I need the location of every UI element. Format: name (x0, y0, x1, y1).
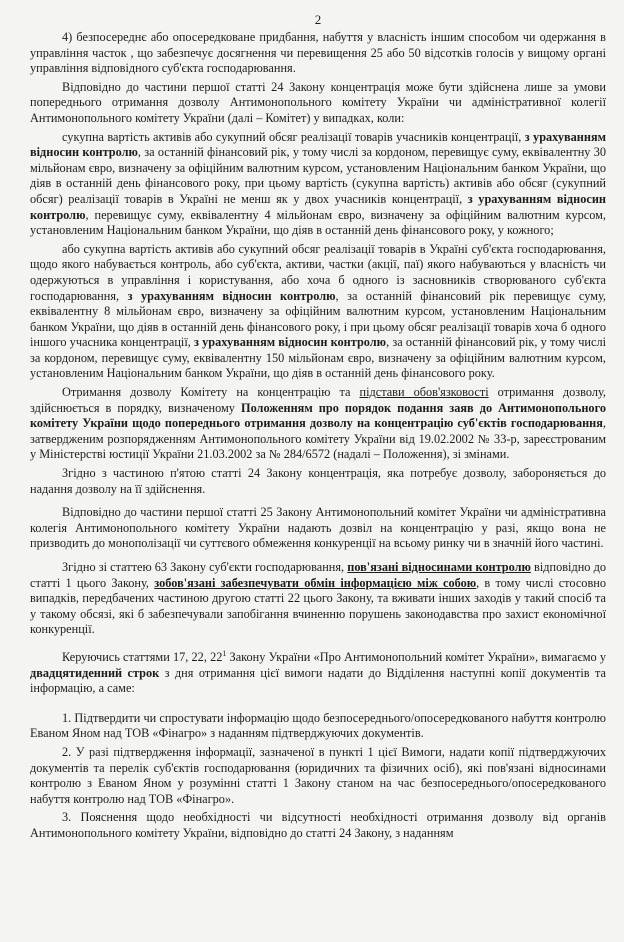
emphasized-text: двадцятиденний строк (30, 665, 160, 680)
emphasized-text: зобов'язані забезпечувати обмін інформацією між собою (154, 575, 477, 590)
text-run: Згідно зі статтею 63 Закону суб'єкти господарювання, (62, 560, 348, 574)
text-run: , в тому числі стосовно випадків, передбачених частиною другою статті 22 цього Закону, та вживати інших заходів у такий спосіб та у такому обсязі, які б забезпечували запобігання вчиненню порушень законодавства про захист економічної конкуренції. (30, 575, 606, 637)
text-run: підстави обов'язковості (359, 385, 489, 400)
emphasized-text: з урахуванням відносин контролю (127, 288, 336, 303)
text-run: 3. Пояснення щодо необхідності чи відсутності необхідності отримання дозволу від органів Антимонопольного комітету України, відповідно до статті 24 Закону, з наданням (30, 810, 606, 840)
emphasized-text: з урахуванням відносин контролю (30, 129, 606, 160)
list-item-2 (30, 745, 606, 807)
paragraph-demand-intro (30, 646, 606, 697)
paragraph-prohibition (30, 466, 606, 497)
text-run: , затвердженим розпорядженням Антимонопольного комітету України від 19.02.2002 № 33-р, зареєстрованим у Міністерстві юстиції України 21.03.2002 за № 284/6572 (надалі – Положення), зі змінами. (30, 416, 606, 462)
text-run: 2. У разі підтвердження інформації, зазначеної в пункті 1 цієї Вимоги, надати копії підтверджуючих документів та перелік суб'єктів господарювання (юридичних та фізичних осіб), які пов'язані відносинами контролю з Еваном Яном у розумінні статті 1 Закону станом на час безпосереднього/опосередкованого набуття контролю над ТОВ «Фінагро». (30, 745, 606, 806)
text-run: або сукупна вартість активів або сукупний обсяг реалізації товарів в Україні суб'єкта господарювання, щодо якого набувається контроль, або суб'єкта, активи, частки (акції, паї) якого набуваються у власність чи одержуються в управління і користування, або хоча б одного із засновників створюваного суб'єкта господарювання, (30, 241, 606, 303)
emphasized-text: пов'язані відносинами контролю (347, 560, 531, 574)
text-run: 4) безпосереднє або опосередковане придбання, набуття у власність іншим способом чи одержання в управління часток , що забезпечує досягнення чи перевищення 25 або 50 відсотків голосів у вищому органі управління відповідного суб'єкта господарювання. (30, 30, 606, 76)
page-number: 2 (314, 12, 322, 27)
emphasized-text: з урахуванням відносин контролю (194, 335, 387, 350)
paragraph-condition-alternative (30, 242, 606, 382)
paragraph-article-24-intro (30, 80, 606, 127)
paragraph-article-63 (30, 560, 606, 638)
text-run: Отримання дозволу Комітету на концентрацію та (62, 385, 360, 400)
text-run: , за останній фінансовий рік, у тому числі за кордоном, перевищує суму, еквівалентну 150 мільйонам євро, визначену за офіційним валютним курсом, установленим Національним банком України, що діяв в останній день фінансового року. (30, 335, 606, 381)
text-run: відповідно до статті 1 цього Закону, (30, 560, 606, 590)
text-run: Закону України «Про Антимонопольний комітет України», вимагаємо у (226, 650, 606, 665)
text-run: отримання дозволу, здійснюється в порядку, визначеному (30, 385, 606, 415)
list-item-1 (30, 711, 606, 742)
text-run: Згідно з частиною п'ятою статті 24 Закону концентрація, яка потребує дозволу, забороняється до надання дозволу на її здійснення. (30, 466, 606, 496)
text-run: Відповідно до частини першої статті 25 Закону Антимонопольний комітет України чи адміністративна колегія Антимонопольного комітету України надають дозвіл на концентрацію у разі, якщо вона не призводить до монополізації чи суттєвого обмеження конкуренції на всьому ринку чи в значній його частині. (30, 505, 606, 551)
paragraph-acquisition-item-4 (30, 30, 606, 77)
paragraph-article-25 (30, 505, 606, 552)
text-run: 1. Підтвердити чи спростувати інформацію щодо безпосереднього/опосередкованого набуття контролю Еваном Яном над ТОВ «Фінагро» з наданням підтверджуючих документів. (30, 710, 606, 741)
emphasized-text: з урахуванням відносин контролю (30, 191, 606, 222)
text-run: , за останній фінансовий рік, у тому числі за кордоном, перевищує суму, еквівалентну 30 мільйонам євро, визначену за офіційним валютним курсом, установленим Національним банком України, що діяв в останній день фінансового року, при цьому вартість (сукупна вартість) активів або обсяг (сукупний обсяг) реалізації товарів в Україні не менш як у двох учасників концентрації, (30, 145, 607, 206)
text-run: , за останній фінансовий рік перевищує суму, еквівалентну 8 мільйонам євро, визначену за офіційним валютним курсом, установленим Національним банком України, що діяв в останній день фінансового року, і при цьому обсяг реалізації товарів хоча б одного іншого учасника концентрації, (30, 288, 606, 350)
text-run: Керуючись статтями 17, 22, 22 (62, 650, 223, 665)
superscript-text: 1 (222, 648, 227, 658)
text-run: Відповідно до частини першої статті 24 Закону концентрація може бути здійснена лише за умови попереднього отримання дозволу Антимонопольного комітету України чи адміністративної колегії Антимонопольного комітету України (далі – Комітет) у випадках, коли: (30, 79, 606, 125)
paragraph-permit-procedure (30, 385, 606, 463)
emphasized-text: Положенням про порядок подання заяв до Антимонопольного комітету України щодо попереднього отримання дозволу на концентрацію суб'єктів господарювання (30, 400, 606, 431)
list-item-3 (30, 810, 606, 841)
text-run: , перевищує суму, еквівалентну 4 мільйонам євро, визначену за офіційним валютним курсом, установленим Національним банком України, що діяв в останній день фінансового року, у кожного; (30, 207, 606, 238)
paragraph-condition-total-assets (30, 130, 606, 239)
text-run: з дня отримання цієї вимоги надати до Відділення наступні копії документів та інформацію, а саме: (30, 665, 606, 696)
text-run: сукупна вартість активів або сукупний обсяг реалізації товарів учасників концентрації, (62, 129, 525, 144)
